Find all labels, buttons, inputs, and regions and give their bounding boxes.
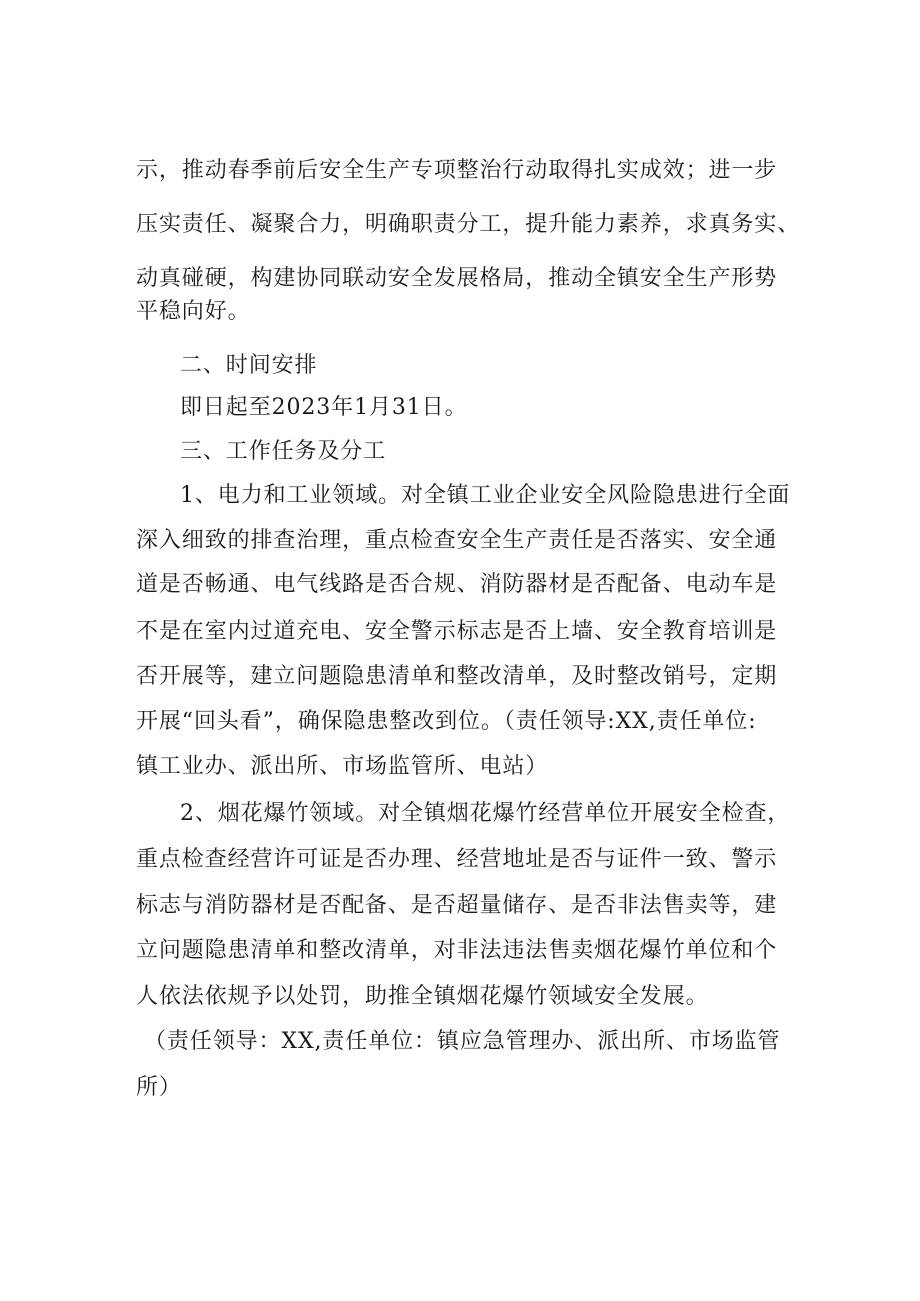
- body-text-line: 示，推动春季前后安全生产专项整治行动取得扎实成效；进一步: [136, 158, 778, 183]
- body-text-line: 人依法依规予以处罚，助推全镇烟花爆竹领域安全发展。: [136, 984, 709, 1009]
- body-text-line: 不是在室内过道充电、安全警示标志是否上墙、安全教育培训是: [136, 619, 778, 644]
- body-text-line: 标志与消防器材是否配备、是否超量储存、是否非法售卖等，建: [136, 893, 778, 918]
- body-text-line: 动真碰硬，构建协同联动安全发展格局，推动全镇安全生产形势: [136, 266, 778, 291]
- body-text-line: 否开展等，建立问题隐患清单和整改清单，及时整改销号，定期: [136, 664, 778, 689]
- body-text-line: 立问题隐患清单和整改清单，对非法违法售卖烟花爆竹单位和个: [136, 938, 778, 963]
- body-text-line: 重点检查经营许可证是否办理、经营地址是否与证件一致、警示: [136, 847, 778, 872]
- body-text-line: 开展“回头看”，确保隐患整改到位。（责任领导:XX,责任单位:: [136, 709, 757, 734]
- body-text-line: 所）: [136, 1075, 182, 1100]
- body-text-line: 压实责任、凝聚合力，明确职责分工，提升能力素养，求真务实、: [136, 212, 801, 237]
- body-text-line: 镇工业办、派出所、市场监管所、电站）: [136, 754, 549, 779]
- body-text-line: 道是否畅通、电气线路是否合规、消防器材是否配备、电动车是: [136, 572, 778, 597]
- body-text-line: （责任领导：XX,责任单位：镇应急管理办、派出所、市场监管: [144, 1029, 781, 1054]
- body-text-line: 即日起至2023年1月31日。: [180, 395, 468, 420]
- section-heading-time: 二、时间安排: [180, 353, 318, 378]
- body-text-line: 2、烟花爆竹领域。对全镇烟花爆竹经营单位开展安全检查，: [180, 801, 791, 826]
- body-text-line: 1、电力和工业领域。对全镇工业企业安全风险隐患进行全面: [180, 483, 791, 508]
- section-heading-tasks: 三、工作任务及分工: [180, 439, 387, 464]
- body-text-line: 平稳向好。: [136, 299, 251, 324]
- body-text-line: 深入细致的排查治理，重点检查安全生产责任是否落实、安全通: [136, 528, 778, 553]
